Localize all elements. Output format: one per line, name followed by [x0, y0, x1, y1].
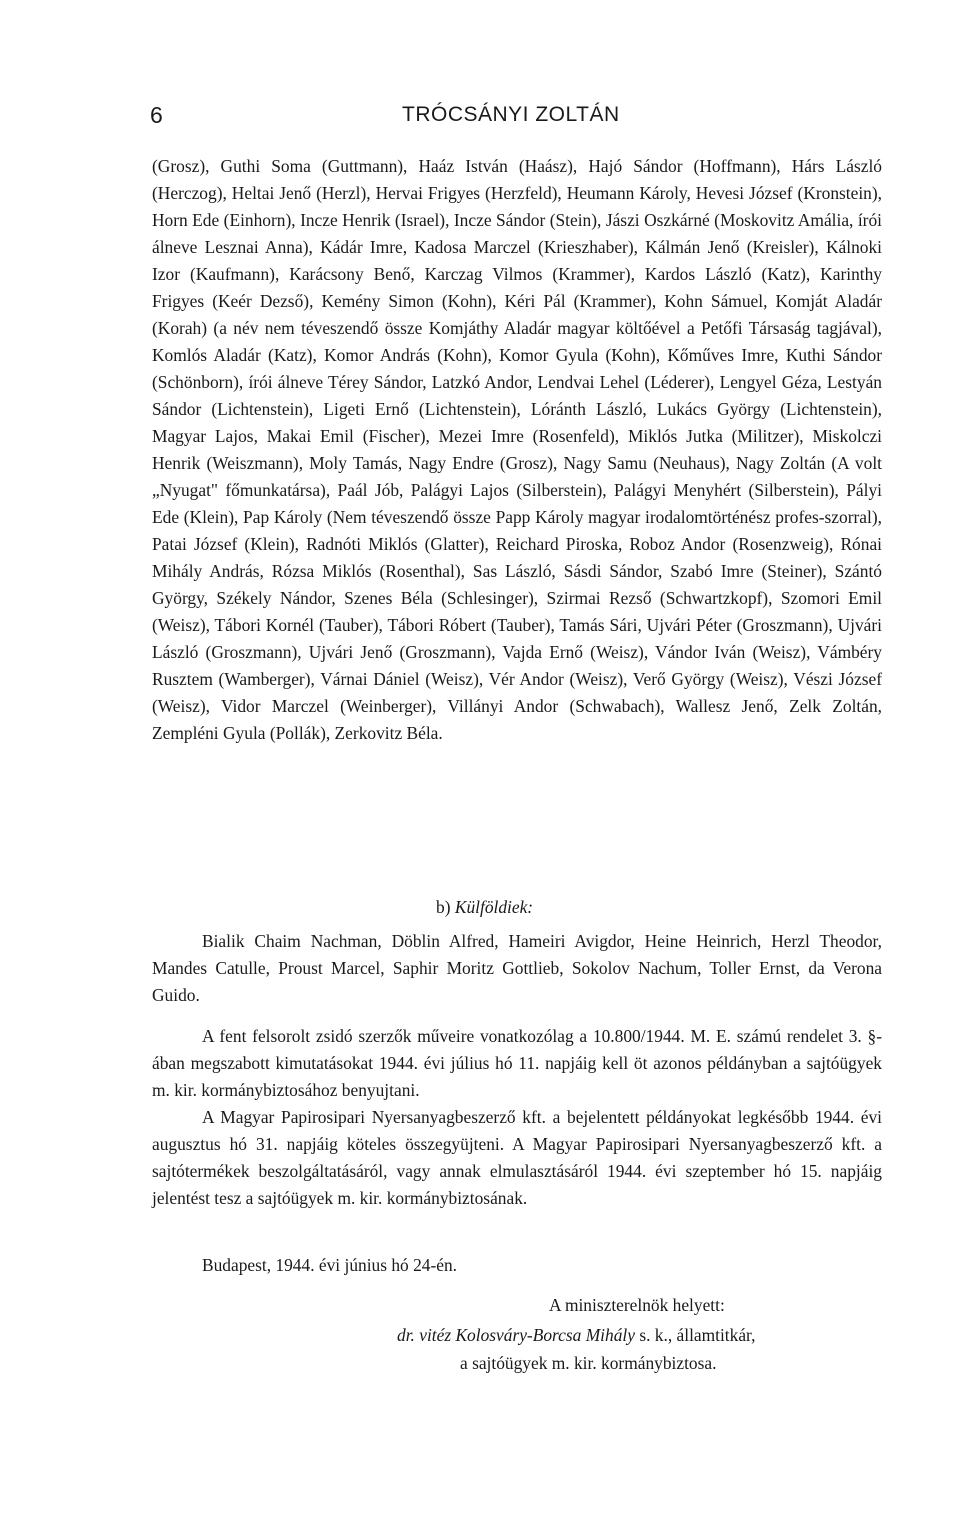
signatory-rank: s. k., államtitkár, — [634, 1325, 756, 1345]
signature-name — [397, 1322, 756, 1349]
section-heading-prefix: b) — [436, 897, 451, 917]
author-list-main — [152, 153, 882, 747]
author-list-paragraph: (Grosz), Guthi Soma (Guttmann), Haáz István (Haász), Hajó Sándor (Hoffmann), Hárs László (Herczog), Heltai Jenő (Herzl), Hervai Frigyes (Herzfeld), Heumann Károly, Hevesi József (Kronstein), Horn Ede (Einhorn), Incze Henrik (Israel), Incze Sándor (Stein), Jászi Oszkárné (Moskovitz Amália, írói álneve Lesznai Anna), Kádár Imre, Kadosa Marczel (Krieszhaber), Kálmán Jenő (Kreisler), Kálnoki Izor (Kaufmann), Karácsony Benő, Karczag Vilmos (Krammer), Kardos László (Katz), Karinthy Frigyes (Keér Dezső), Kemény Simon (Kohn), Kéri Pál (Krammer), Kohn Sámuel, Komját Aladár (Korah) (a név nem téveszendő össze Komjáthy Aladár magyar költőével a Petőfi Társaság tagjával), Komlós Aladár (Katz), Komor András (Kohn), Komor Gyula (Kohn), Kőműves Imre, Kuthi Sándor (Schönborn), írói álneve Térey Sándor, Latzkó Andor, Lendvai Lehel (Léderer), Lengyel Géza, Lestyán Sándor (Lichtenstein), Ligeti Ernő (Lichtenstein), Lóránth László, Lukács György (Lichtenstein), Magyar Lajos, Makai Emil (Fischer), Mezei Imre (Rosenfeld), Miklós Jutka (Militzer), Miskolczi Henrik (Weiszmann), Moly Tamás, Nagy Endre (Grosz), Nagy Samu (Neuhaus), Nagy Zoltán (A volt „Nyugat" főmunkatársa), Paál Jób, Palágyi Lajos (Silberstein), Palágyi Menyhért (Silberstein), Pályi Ede (Klein), Pap Károly (Nem téveszendő össze Papp Károly magyar irodalomtörténész profes-szorral), Patai József (Klein), Radnóti Miklós (Glatter), Reichard Piroska, Roboz Andor (Rosenzweig), Rónai Mihály András, Rózsa Miklós (Rosenthal), Sas László, Sásdi Sándor, Szabó Imre (Steiner), Szántó György, Székely Nándor, Szenes Béla (Schlesinger), Szirmai Rezső (Schwartzkopf), Szomori Emil (Weisz), Tábori Kornél (Tauber), Tábori Róbert (Tauber), Tamás Sári, Ujvári Péter (Groszmann), Ujvári László (Groszmann), Ujvári Jenő (Groszmann), Vajda Ernő (Weisz), Vándor Iván (Weisz), Vámbéry Rusztem (Wamberger), Várnai Dániel (Weisz), Vér Andor (Weisz), Verő György (Weisz), Vészi József (Weisz), Vidor Marczel (Weinberger), Villányi Andor (Schwabach), Wallesz Jenő, Zelk Zoltán, Zempléni Gyula (Pollák), Zerkovitz Béla. — [152, 156, 882, 743]
page-number: 6 — [150, 102, 163, 128]
signature-title: a sajtóügyek m. kir. kormánybiztosa. — [460, 1353, 717, 1373]
signatory-name: dr. vitéz Kolosváry-Borcsa Mihály — [397, 1325, 635, 1345]
signature-office: A miniszterelnök helyett: — [549, 1295, 725, 1315]
notice-text — [152, 1023, 882, 1212]
notice-paragraph-2: A Magyar Papirosipari Nyersanyagbeszerző kft. a bejelentett példányokat legkésőbb 1944. évi augusztus hó 31. napjáig köteles összegyüjteni. A Magyar Papirosipari Nyersanyagbeszerző kft. a sajtótermékek beszolgáltatásáról, vagy annak elmulasztásáról 1944. évi szeptember hó 15. napjáig jelentést tesz a sajtóügyek m. kir. kormánybiztosának. — [152, 1107, 882, 1208]
date-line: Budapest, 1944. évi június hó 24-én. — [202, 1255, 458, 1275]
foreign-author-paragraph: Bialik Chaim Nachman, Döblin Alfred, Hameiri Avigdor, Heine Heinrich, Herzl Theodor, Mandes Catulle, Proust Marcel, Saphir Moritz Gottlieb, Sokolov Nachum, Toller Ernst, da Verona Guido. — [152, 931, 882, 1005]
author-list-foreign — [152, 928, 882, 1009]
section-heading-label: Külföldiek: — [454, 897, 534, 917]
notice-paragraph-1: A fent felsorolt zsidó szerzők műveire vonatkozólag a 10.800/1944. M. E. számú rendelet 3. §-ában megszabott kimutatásokat 1944. évi július hó 11. napjáig kell öt azonos példányban a sajtóügyek m. kir. kormánybiztosához benyujtani. — [152, 1026, 882, 1100]
running-head: TRÓCSÁNYI ZOLTÁN — [402, 103, 620, 126]
section-heading-foreign — [436, 894, 533, 921]
